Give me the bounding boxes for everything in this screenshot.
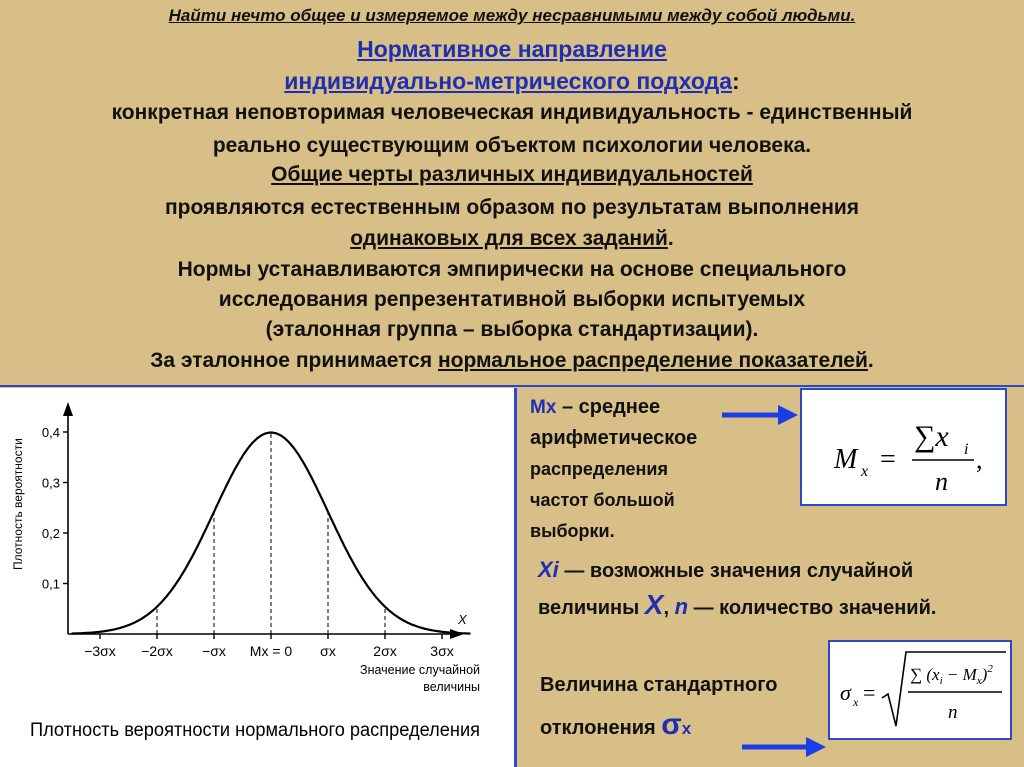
sd-formula: [830, 642, 1010, 738]
body-line-3: Общие черты различных индивидуальностей: [271, 163, 753, 186]
x-tick-label: 2σx: [373, 643, 397, 659]
sd-sigma-symbol: σ: [661, 708, 682, 741]
arrow-to-sd-formula: [740, 732, 828, 762]
graph-panel: [0, 388, 517, 767]
body-line-5: [0, 227, 1024, 251]
x-tick-label: −σx: [202, 643, 226, 659]
x-axis-symbol: X: [458, 612, 467, 627]
sd-formula-denominator: n: [948, 702, 958, 723]
xi-desc-post: — количество значений.: [688, 597, 937, 619]
body-line-5-end: .: [667, 227, 674, 250]
body-line-5-text: одинаковых для всех заданий: [350, 227, 668, 250]
x-tick-label: Mx = 0: [249, 643, 293, 659]
mean-formula-numerator: ∑x: [914, 420, 949, 453]
xi-desc-line-2: [538, 588, 936, 625]
mean-formula-denominator: n: [935, 467, 948, 496]
sd-formula-lhs-sub: x: [853, 695, 859, 709]
sd-formula-box: [828, 640, 1012, 740]
mean-desc-line-2: арифметическое: [530, 427, 698, 449]
slide-title-colon: :: [732, 68, 740, 94]
x-tick-label: −2σx: [141, 643, 173, 659]
sd-sigma-sub: x: [681, 719, 692, 738]
mean-formula-eq: =: [880, 444, 896, 475]
body-line-9-end: .: [867, 349, 874, 372]
mean-formula: [802, 390, 1005, 504]
xi-desc-pre: величины: [538, 597, 645, 619]
body-line-4: проявляются естественным образом по результатам выполнения: [164, 196, 860, 219]
mean-description: [530, 392, 697, 547]
x-caption-line-2: величины: [423, 680, 480, 694]
n-symbol: n: [674, 594, 689, 619]
mean-desc-line-4: частот большой: [530, 490, 675, 510]
body-line-6: Нормы устанавливаются эмпирически на основе специального: [177, 258, 847, 281]
y-tick-label: 0,1: [41, 576, 60, 592]
sigma-guide-lines: [157, 433, 385, 634]
body-line-8: (эталонная группа – выборка стандартизации).: [265, 318, 759, 341]
x-tick-label: −3σx: [84, 643, 116, 659]
mean-formula-lhs: M: [834, 444, 858, 475]
x-tick-label: 3σx: [430, 643, 454, 659]
xi-description: [538, 553, 936, 625]
mean-desc-dash: – среднее: [556, 396, 661, 418]
mean-formula-num-sub: i: [964, 441, 969, 458]
body-line-9-underlined: нормальное распределение показателей: [437, 349, 868, 372]
xi-desc-text-1: — возможные значения случайной: [558, 560, 914, 582]
slide-title-line-1: Нормативное направление: [357, 36, 667, 62]
slide-title-line-2-text: индивидуально-метрического подхода: [284, 68, 733, 94]
y-tick-label: 0,3: [41, 475, 60, 491]
xi-desc-line-1: [538, 553, 936, 588]
x-ticks: [84, 634, 454, 659]
x-tick-label: σx: [320, 643, 336, 659]
sd-desc-text: отклонения: [540, 717, 662, 739]
body-line-9-pre: За эталонное принимается: [150, 349, 438, 372]
mean-formula-lhs-sub: x: [861, 463, 869, 480]
divider-line: [0, 385, 1024, 387]
graph-caption: Плотность вероятности нормального распределения: [30, 720, 480, 741]
xi-desc-comma: ,: [663, 597, 675, 619]
y-axis-label: Плотность вероятности: [11, 438, 25, 570]
mean-formula-box: [800, 388, 1007, 506]
y-axis-arrow: [63, 402, 73, 416]
sd-formula-numerator: ∑ $(x_i - M_x)^2$: [910, 663, 993, 687]
mean-desc-line-5: выборки.: [530, 521, 615, 541]
y-ticks: [42, 425, 68, 592]
mean-desc-line-1: [530, 392, 697, 423]
sd-formula-lhs: σ: [840, 680, 851, 705]
mean-formula-comma: ,: [976, 445, 983, 474]
y-tick-label: 0,4: [41, 425, 60, 440]
body-line-1: конкретная неповторимая человеческая индивидуальность - единственный: [111, 101, 913, 124]
body-line-9: [0, 349, 1024, 373]
x-caption-line-1: Значение случайной: [360, 663, 480, 677]
arrow-to-mean-formula: [720, 400, 800, 430]
body-line-2: реально существующим объектом психологии человека.: [212, 134, 812, 157]
slide-title-line-2: [0, 68, 1024, 95]
x-symbol: X: [644, 589, 664, 620]
normal-distribution-chart: [0, 388, 514, 767]
sd-desc-line-1: Величина стандартного: [540, 674, 778, 696]
body-line-7: исследования репрезентативной выборки испытуемых: [218, 288, 806, 311]
sd-formula-eq: =: [863, 680, 876, 705]
y-tick-label: 0,2: [41, 526, 60, 541]
mean-desc-line-3: распределения: [530, 459, 668, 479]
xi-symbol: Xi: [538, 557, 559, 582]
slide-subtitle: Найти нечто общее и измеряемое между несравнимыми между собой людьми.: [168, 6, 856, 25]
mean-symbol: Mx: [530, 397, 557, 418]
